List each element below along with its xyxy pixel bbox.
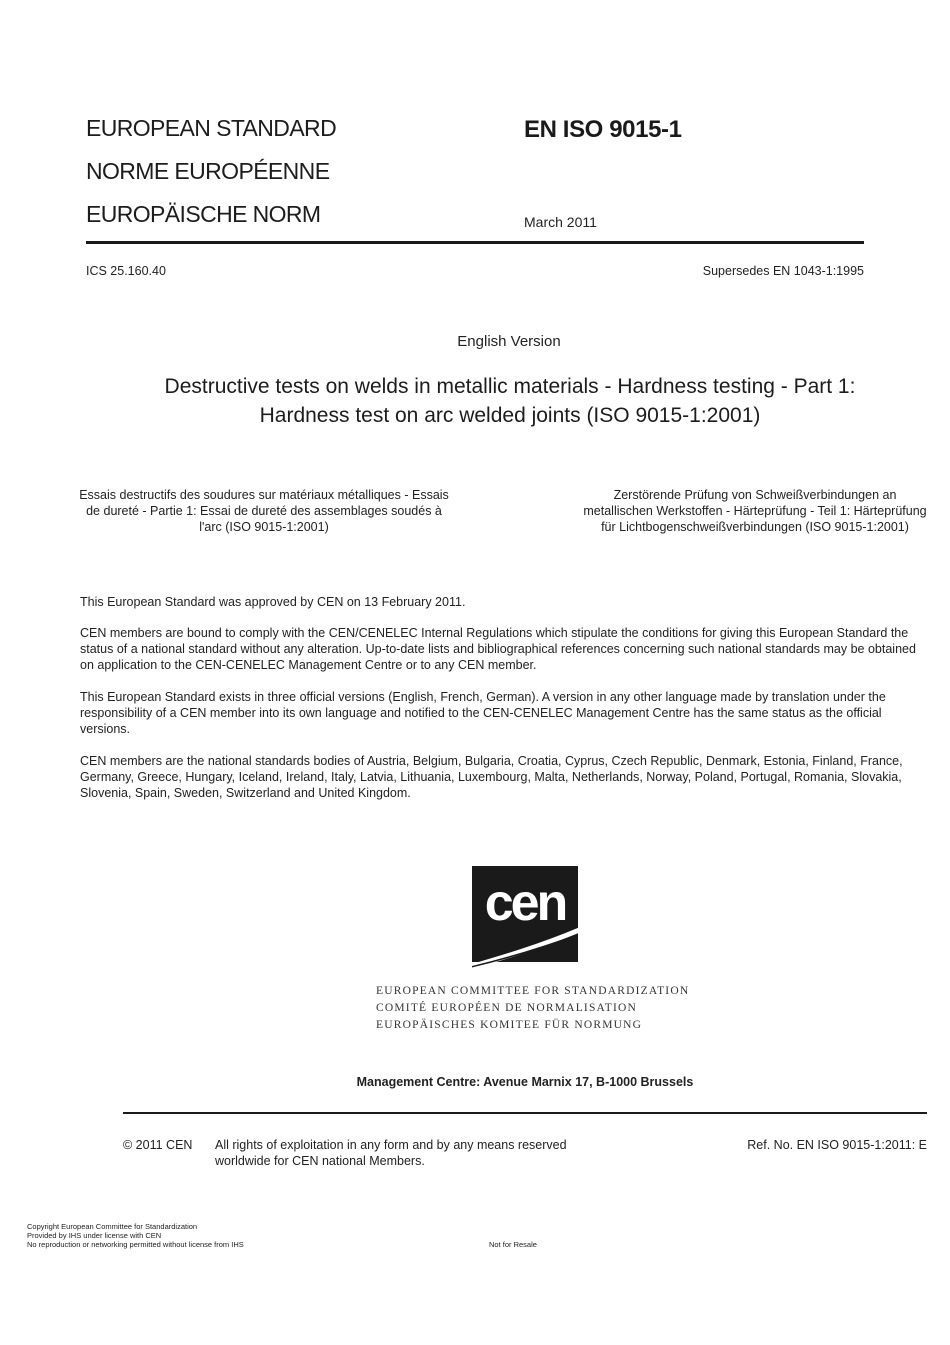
rights-line-1: All rights of exploitation in any form and by any means reserved — [215, 1138, 567, 1152]
logo-caption-french: COMITÉ EUROPÉEN DE NORMALISATION — [376, 1002, 638, 1014]
header-line-english: EUROPEAN STANDARD — [86, 115, 337, 141]
logo-caption-german: EUROPÄISCHES KOMITEE FÜR NORMUNG — [376, 1019, 643, 1031]
rights-line-2: worldwide for CEN national Members. — [215, 1154, 425, 1168]
standard-number: EN ISO 9015-1 — [524, 116, 682, 143]
footer-divider — [123, 1112, 927, 1114]
ics-code: ICS 25.160.40 — [86, 264, 166, 278]
cen-logo-text: cen — [484, 874, 566, 932]
header-divider — [86, 241, 864, 244]
french-title: Essais destructifs des soudures sur matériaux métalliques - Essais de dureté - Partie 1: Essai de dureté des assemblages soudés à l'arc (ISO 9015-1:2001) — [79, 488, 449, 534]
document-title: Destructive tests on welds in metallic materials - Hardness testing - Part 1: Hardness test on arc welded joints (ISO 9015-1:2001) — [164, 375, 856, 427]
license-line-1: Copyright European Committee for Standardization — [27, 1222, 198, 1231]
approval-paragraph: This European Standard was approved by CEN on 13 February 2011. — [80, 595, 466, 609]
version-label: English Version — [457, 333, 561, 350]
reference-number: Ref. No. EN ISO 9015-1:2011: E — [747, 1138, 927, 1152]
cen-logo — [472, 866, 578, 962]
rights-notice — [215, 1137, 635, 1169]
german-title: Zerstörende Prüfung von Schweißverbindungen an metallischen Werkstoffen - Härteprüfung - Teil 1: Härteprüfung für Lichtbogenschweißverbindungen (ISO 9015-1:2001) — [583, 488, 927, 534]
header-line-german: EUROPÄISCHE NORM — [86, 201, 321, 227]
members-paragraph: CEN members are the national standards bodies of Austria, Belgium, Bulgaria, Croatia, Cyprus, Czech Republic, Denmark, Estonia, Finland, France, Germany, Greece, Hungary, Iceland, Ireland, Italy, Latvia, Lithuania, Luxembourg, Malta, Netherlands, Norway, Poland, Portugal, Romania, Slovakia, Slovenia, Spain, Sweden, Switzerland and United Kingdom. — [80, 754, 903, 800]
copyright-notice: © 2011 CEN — [123, 1138, 193, 1152]
logo-caption-english: EUROPEAN COMMITTEE FOR STANDARDIZATION — [376, 985, 690, 997]
versions-paragraph: This European Standard exists in three official versions (English, French, German). A version in any other language made by translation under the responsibility of a CEN member into its own language and notified to the CEN-CENELEC Management Centre has the same status as the official versions. — [80, 690, 886, 736]
header-line-french: NORME EUROPÉENNE — [86, 158, 330, 184]
license-line-2: Provided by IHS under license with CEN — [27, 1231, 162, 1240]
license-line-3: No reproduction or networking permitted without license from IHS — [27, 1240, 244, 1249]
supersedes-note: Supersedes EN 1043-1:1995 — [702, 264, 864, 278]
management-centre: Management Centre: Avenue Marnix 17, B-1000 Brussels — [356, 1075, 694, 1089]
cen-logo-mark — [472, 866, 578, 972]
publication-date: March 2011 — [524, 214, 597, 230]
not-for-resale: Not for Resale — [489, 1240, 537, 1249]
compliance-paragraph: CEN members are bound to comply with the CEN/CENELEC Internal Regulations which stipulate the conditions for giving this European Standard the status of a national standard without any alteration. Up-to-date lists and bibliographical references concerning such national standards may be obtained on application to the CEN-CENELEC Management Centre or to any CEN member. — [80, 626, 916, 672]
